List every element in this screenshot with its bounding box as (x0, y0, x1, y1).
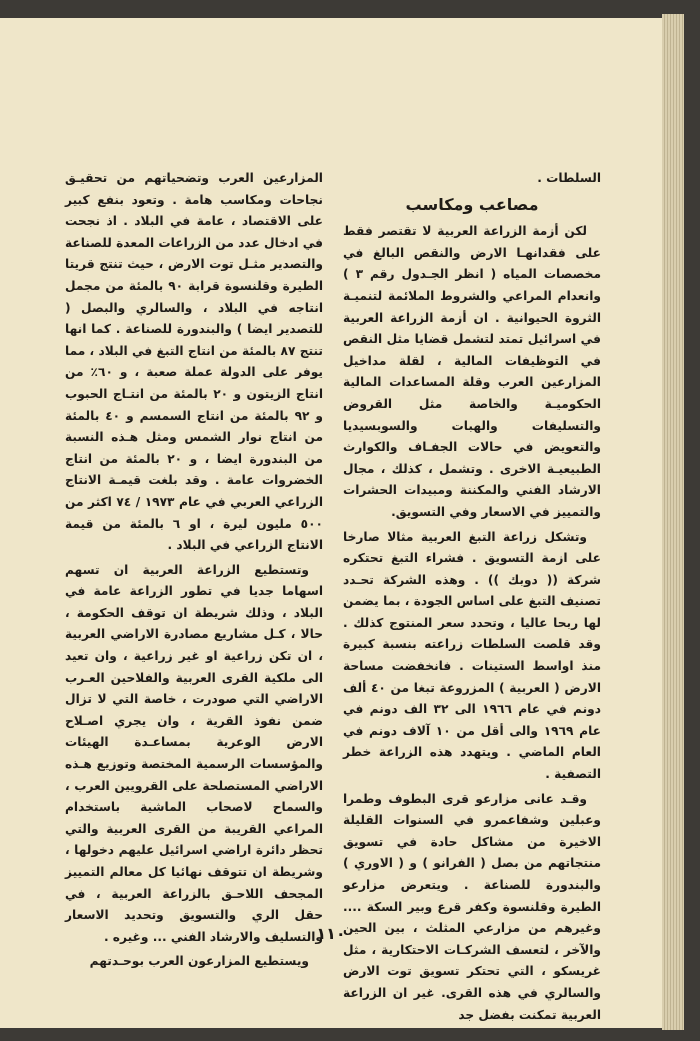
right-column (343, 168, 601, 1026)
paragraph: وقـد عانى مزارعو قرى البطوف وطمرا وعبلين وشفاعمرو في السنوات القليلة الاخيرة من مشاكل حادة في تسويق منتجاتهم من بصل ( الفرانو ) و ( الاوري ) والبندورة للصناعة . ويتعرض مزارعو الطيرة وقلنسوة وكفر قرع وبير السكة .... وغيرهم من مزارعي المثلث ، بين الحين والآخر ، لتعسف الشركـات الاحتكارية ، مثل غريسكو ، التي تحتكر تسويق توت الارض والسالري في هذه القرى. غير ان الزراعة العربية تمكنت بفضل جد (343, 791, 601, 1022)
paragraph: وتستطيع الزراعة العربية ان تسهم اسهاما جديا في تطور الزراعة عامة في البلاد ، وذلك شريطة ان توقف الحكومة ، حالا ، كـل مشاريع مصادرة الاراضي العربية ، ان تكن زراعية او غير زراعية ، وان تعيد الى ملكية القرى العربية والفلاحين العـرب الاراضي التي صودرت ، خاصة التي لا تزال ضمن نفوذ القرية ، وان يجري اصـلاح الارض الوعرية بمساعـدة الهيئات والمؤسسات الرسمية المختصة وتوزيع هـذه الاراضي المستصلحة على القرويين العرب ، والسماح لاصحاب الماشية باستخدام المراعي القريبة من القرى العربية والتي تحظر دائرة اراضي اسرائيل عليهم دخولها ، وشريطة ان تتوقف نهائيا كل معالم التمييز المجحف اللاحـق بالزراعة العربية ، في حقل الري والتسويق وتحديد الاسعار والتسليف والارشاد الفني ... وغيره . (65, 562, 323, 944)
paragraph: لكن أزمة الزراعة العربية لا تقتصر فقط على فقدانهـا الارض والنقص البالغ في مخصصات المياه ( انظر الجـدول رقم ٣ ) وانعدام المراعي والشروط الملائمة لتنميـة الثروة الحيوانية . ان أزمة الزراعة العربية في اسرائيل تمتد لتشمل قضايا مثل النقص في التوظيفات المالية ، لقلة مداخيل المزارعين العرب وقلة المساعدات المالية الحكوميـة والخاصة مثل القروض والتسليفات والهبات والسوبسيديا والتعويض في حالات الجفـاف والكوارث الطبيعيـة الاخرى . وتشمل ، كذلك ، مجال الارشاد الفني والمكننة ومبيدات الحشرات والتمييز في الاسعار وفي التسويق. (343, 224, 601, 519)
left-column (65, 168, 323, 973)
paragraph: المزارعين العرب وتضحياتهم من تحقيـق نجاحات ومكاسب هامة . وتعود بنفع كبير على الاقتصاد ، عامة في البلاد . اذ نجحت في ادخال عدد من الزراعات المعدة للصناعة والتصدير مثـل توت الارض ، حيث تنتج قريتا الطيرة وقلنسوة قرابة ٩٠ بالمئة من مجمل انتاجه في البلاد ، والسالري والبصل ( للتصدير ايضا ) والبندورة للصناعة . كما انها تنتج ٨٧ بالمئة من انتاج التبغ في البلاد ، مما يوفر على الدولة عملة صعبة ، و ٦٠٪ من انتاج الزيتون و ٢٠ بالمئة من انتـاج الحبوب و ٩٢ بالمئة من انتاج السمسم و ٤٠ بالمئة من انتاج نوار الشمس ومثل هـذه النسبة من البندورة ايضا ، و ٢٠ بالمئة من انتاج الخضروات عامة . وقد بلغت قيمـة الانتاج الزراعي العربي في عام ١٩٧٣ / ٧٤ اكثر من ٥٠٠ مليون ليرة ، او ٦ بالمئة من قيمة الانتاج الزراعي في البلاد . (65, 171, 324, 553)
book-page (0, 18, 662, 1028)
section-heading: مصاعب ومكاسب (405, 194, 539, 214)
page-number: ١١٠ (316, 924, 346, 943)
page-edge (662, 14, 684, 1030)
paragraph: ويستطيع المزارعون العرب بوحـدتهم (89, 954, 309, 969)
paragraph: وتشكل زراعة التبغ العربية مثالا صارخا على ازمة التسويق . فشراء التبغ تحتكره شركة (( دوبك )) . وهذه الشركة تحـدد تصنيف التبغ على اساس الجودة ، بما يضمن لها ربحا عاليا ، وتحدد سعر المنتوج كذلك . وقد قلصت السلطات زراعته بنسبة كبيرة منذ اواسط الستينات . فانخفضت مساحة الارض ( العربية ) المزروعة تبغا من ٤٠ ألف دونم في عام ١٩٦٦ الى ٣٢ الف دونم في عام ١٩٦٩ والى أقل من ١٠ آلاف دونم في العام الماضي . ويتهدد هذه الزراعة خطر التصفية . (343, 529, 602, 782)
continued-line: السلطات . (537, 171, 601, 185)
